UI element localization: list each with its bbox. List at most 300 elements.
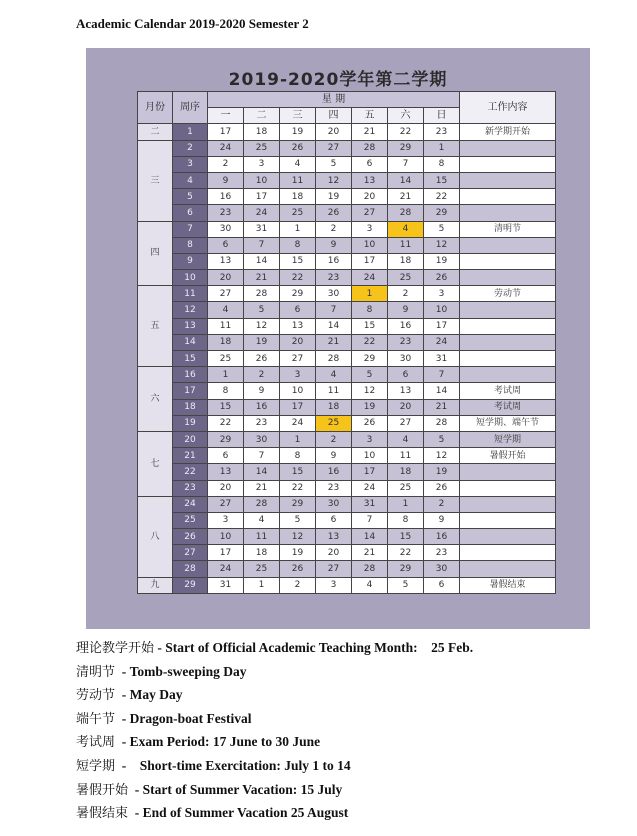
work-content-cell bbox=[460, 189, 556, 205]
day-cell: 1 bbox=[280, 431, 316, 447]
day-cell: 4 bbox=[388, 431, 424, 447]
day-cell: 13 bbox=[208, 253, 244, 269]
day-cell: 16 bbox=[208, 189, 244, 205]
work-content-cell: 考试周 bbox=[460, 383, 556, 399]
day-cell: 19 bbox=[316, 189, 352, 205]
day-cell: 27 bbox=[316, 140, 352, 156]
weekday-header: 一 bbox=[208, 108, 244, 124]
work-content-cell bbox=[460, 156, 556, 172]
day-cell: 15 bbox=[280, 253, 316, 269]
day-cell: 29 bbox=[280, 496, 316, 512]
day-cell: 30 bbox=[424, 561, 460, 577]
highlighted-day-cell: 1 bbox=[352, 286, 388, 302]
day-cell: 14 bbox=[244, 253, 280, 269]
day-cell: 27 bbox=[208, 496, 244, 512]
day-cell: 29 bbox=[388, 140, 424, 156]
day-cell: 4 bbox=[208, 302, 244, 318]
legend-term: 理论教学开始 bbox=[76, 641, 155, 656]
day-cell: 31 bbox=[244, 221, 280, 237]
month-cell: 三 bbox=[138, 140, 173, 221]
week-number-cell: 9 bbox=[173, 253, 208, 269]
day-cell: 28 bbox=[388, 205, 424, 221]
day-cell: 6 bbox=[424, 577, 460, 593]
week-number-cell: 20 bbox=[173, 431, 208, 447]
day-cell: 6 bbox=[352, 156, 388, 172]
calendar-week-row bbox=[138, 367, 556, 383]
weekday-header: 四 bbox=[316, 108, 352, 124]
day-cell: 25 bbox=[388, 270, 424, 286]
day-cell: 9 bbox=[388, 302, 424, 318]
legend-term: 暑假开始 bbox=[76, 782, 129, 798]
day-cell: 19 bbox=[280, 545, 316, 561]
day-cell: 22 bbox=[424, 189, 460, 205]
day-cell: 1 bbox=[388, 496, 424, 512]
day-cell: 13 bbox=[280, 318, 316, 334]
day-cell: 31 bbox=[208, 577, 244, 593]
legend-row bbox=[76, 801, 616, 825]
week-number-cell: 12 bbox=[173, 302, 208, 318]
legend-row bbox=[76, 660, 616, 684]
week-number-cell: 6 bbox=[173, 205, 208, 221]
day-cell: 18 bbox=[244, 545, 280, 561]
day-cell: 27 bbox=[316, 561, 352, 577]
day-cell: 30 bbox=[244, 431, 280, 447]
day-cell: 14 bbox=[352, 529, 388, 545]
day-cell: 2 bbox=[316, 221, 352, 237]
legend-term: 劳动节 bbox=[76, 688, 116, 704]
work-content-cell bbox=[460, 237, 556, 253]
calendar-week-row bbox=[138, 124, 556, 140]
day-cell: 15 bbox=[388, 529, 424, 545]
week-number-cell: 10 bbox=[173, 270, 208, 286]
day-cell: 12 bbox=[424, 237, 460, 253]
legend-description: - Short-time Exercitation: July 1 to 14 bbox=[115, 757, 351, 773]
work-content-cell: 短学期、端午节 bbox=[460, 415, 556, 431]
day-cell: 23 bbox=[316, 270, 352, 286]
day-cell: 24 bbox=[208, 140, 244, 156]
day-cell: 27 bbox=[280, 351, 316, 367]
legend-row bbox=[76, 636, 616, 660]
day-cell: 20 bbox=[280, 334, 316, 350]
legend-term: 短学期 bbox=[76, 758, 116, 774]
calendar-week-row bbox=[138, 140, 556, 156]
day-cell: 5 bbox=[244, 302, 280, 318]
work-content-cell bbox=[460, 464, 556, 480]
day-cell: 26 bbox=[352, 415, 388, 431]
day-cell: 7 bbox=[388, 156, 424, 172]
month-cell: 九 bbox=[138, 577, 173, 593]
weekday-header: 六 bbox=[388, 108, 424, 124]
day-cell: 3 bbox=[208, 512, 244, 528]
calendar-body bbox=[138, 124, 556, 593]
day-cell: 5 bbox=[424, 431, 460, 447]
day-cell: 18 bbox=[280, 189, 316, 205]
month-cell: 八 bbox=[138, 496, 173, 577]
week-number-cell: 17 bbox=[173, 383, 208, 399]
day-cell: 26 bbox=[244, 351, 280, 367]
work-content-cell bbox=[460, 140, 556, 156]
month-cell: 二 bbox=[138, 124, 173, 140]
weekday-header: 五 bbox=[352, 108, 388, 124]
calendar-week-row bbox=[138, 448, 556, 464]
week-number-cell: 28 bbox=[173, 561, 208, 577]
day-cell: 9 bbox=[316, 448, 352, 464]
calendar-week-row bbox=[138, 270, 556, 286]
day-cell: 29 bbox=[352, 351, 388, 367]
day-cell: 10 bbox=[352, 237, 388, 253]
week-number-cell: 22 bbox=[173, 464, 208, 480]
day-cell: 5 bbox=[352, 367, 388, 383]
day-cell: 29 bbox=[208, 431, 244, 447]
weekday-group-header: 星 期 bbox=[208, 92, 460, 108]
week-number-cell: 19 bbox=[173, 415, 208, 431]
week-number-cell: 4 bbox=[173, 172, 208, 188]
day-cell: 21 bbox=[244, 270, 280, 286]
day-cell: 10 bbox=[424, 302, 460, 318]
day-cell: 9 bbox=[424, 512, 460, 528]
calendar-week-row bbox=[138, 480, 556, 496]
day-cell: 24 bbox=[208, 561, 244, 577]
work-content-cell: 新学期开始 bbox=[460, 124, 556, 140]
day-cell: 12 bbox=[316, 172, 352, 188]
day-cell: 16 bbox=[316, 253, 352, 269]
calendar-week-row bbox=[138, 334, 556, 350]
day-cell: 21 bbox=[352, 545, 388, 561]
work-content-cell: 劳动节 bbox=[460, 286, 556, 302]
day-cell: 20 bbox=[208, 480, 244, 496]
day-cell: 4 bbox=[316, 367, 352, 383]
legend-description: - Start of Summer Vacation: 15 July bbox=[128, 781, 343, 797]
day-cell: 9 bbox=[244, 383, 280, 399]
day-cell: 15 bbox=[424, 172, 460, 188]
day-cell: 19 bbox=[424, 253, 460, 269]
day-cell: 7 bbox=[352, 512, 388, 528]
day-cell: 24 bbox=[352, 480, 388, 496]
day-cell: 19 bbox=[244, 334, 280, 350]
day-cell: 11 bbox=[388, 237, 424, 253]
day-cell: 4 bbox=[244, 512, 280, 528]
day-cell: 25 bbox=[244, 140, 280, 156]
calendar-week-row bbox=[138, 561, 556, 577]
day-cell: 29 bbox=[424, 205, 460, 221]
day-cell: 28 bbox=[352, 561, 388, 577]
day-cell: 25 bbox=[388, 480, 424, 496]
day-cell: 22 bbox=[388, 124, 424, 140]
day-cell: 8 bbox=[424, 156, 460, 172]
work-content-cell: 考试周 bbox=[460, 399, 556, 415]
day-cell: 18 bbox=[388, 253, 424, 269]
calendar-image bbox=[86, 48, 590, 629]
day-cell: 11 bbox=[208, 318, 244, 334]
day-cell: 30 bbox=[208, 221, 244, 237]
day-cell: 3 bbox=[424, 286, 460, 302]
day-cell: 9 bbox=[208, 172, 244, 188]
day-cell: 28 bbox=[244, 496, 280, 512]
day-cell: 6 bbox=[388, 367, 424, 383]
day-cell: 30 bbox=[316, 286, 352, 302]
day-cell: 22 bbox=[352, 334, 388, 350]
calendar-week-row bbox=[138, 496, 556, 512]
day-cell: 5 bbox=[316, 156, 352, 172]
month-cell: 六 bbox=[138, 367, 173, 432]
work-content-cell bbox=[460, 529, 556, 545]
legend-term: 暑假结束 bbox=[76, 806, 129, 822]
day-cell: 2 bbox=[280, 577, 316, 593]
day-cell: 21 bbox=[424, 399, 460, 415]
day-cell: 14 bbox=[244, 464, 280, 480]
day-cell: 17 bbox=[424, 318, 460, 334]
week-number-cell: 8 bbox=[173, 237, 208, 253]
day-cell: 29 bbox=[388, 561, 424, 577]
day-cell: 1 bbox=[244, 577, 280, 593]
day-cell: 10 bbox=[244, 172, 280, 188]
work-content-cell: 暑假结束 bbox=[460, 577, 556, 593]
day-cell: 27 bbox=[352, 205, 388, 221]
day-cell: 16 bbox=[244, 399, 280, 415]
day-cell: 9 bbox=[316, 237, 352, 253]
work-content-cell bbox=[460, 253, 556, 269]
day-cell: 27 bbox=[388, 415, 424, 431]
day-cell: 5 bbox=[424, 221, 460, 237]
week-number-cell: 27 bbox=[173, 545, 208, 561]
day-cell: 25 bbox=[280, 205, 316, 221]
calendar-week-row bbox=[138, 221, 556, 237]
day-cell: 20 bbox=[352, 189, 388, 205]
day-cell: 28 bbox=[424, 415, 460, 431]
work-content-cell bbox=[460, 367, 556, 383]
day-cell: 3 bbox=[352, 431, 388, 447]
week-number-cell: 2 bbox=[173, 140, 208, 156]
day-cell: 18 bbox=[244, 124, 280, 140]
legend-description: - Dragon-boat Festival bbox=[115, 710, 252, 726]
legend-term: 清明节 bbox=[76, 664, 116, 680]
day-cell: 15 bbox=[208, 399, 244, 415]
day-cell: 19 bbox=[424, 464, 460, 480]
calendar-week-row bbox=[138, 253, 556, 269]
day-cell: 8 bbox=[388, 512, 424, 528]
day-cell: 23 bbox=[424, 545, 460, 561]
week-number-cell: 11 bbox=[173, 286, 208, 302]
weekday-header: 二 bbox=[244, 108, 280, 124]
day-cell: 21 bbox=[388, 189, 424, 205]
day-cell: 5 bbox=[280, 512, 316, 528]
work-content-cell bbox=[460, 270, 556, 286]
day-cell: 1 bbox=[208, 367, 244, 383]
day-cell: 15 bbox=[280, 464, 316, 480]
week-number-cell: 16 bbox=[173, 367, 208, 383]
week-number-cell: 25 bbox=[173, 512, 208, 528]
day-cell: 8 bbox=[352, 302, 388, 318]
day-cell: 31 bbox=[352, 496, 388, 512]
week-number-cell: 1 bbox=[173, 124, 208, 140]
calendar-week-row bbox=[138, 399, 556, 415]
day-cell: 2 bbox=[316, 431, 352, 447]
day-cell: 30 bbox=[388, 351, 424, 367]
work-content-cell bbox=[460, 512, 556, 528]
day-cell: 26 bbox=[424, 270, 460, 286]
day-cell: 4 bbox=[352, 577, 388, 593]
day-cell: 10 bbox=[280, 383, 316, 399]
day-cell: 24 bbox=[280, 415, 316, 431]
day-cell: 25 bbox=[244, 561, 280, 577]
day-cell: 22 bbox=[388, 545, 424, 561]
day-cell: 14 bbox=[424, 383, 460, 399]
day-cell: 2 bbox=[244, 367, 280, 383]
day-cell: 12 bbox=[244, 318, 280, 334]
day-cell: 6 bbox=[316, 512, 352, 528]
calendar-week-row bbox=[138, 205, 556, 221]
day-cell: 1 bbox=[424, 140, 460, 156]
day-cell: 17 bbox=[244, 189, 280, 205]
week-number-cell: 24 bbox=[173, 496, 208, 512]
day-cell: 22 bbox=[208, 415, 244, 431]
day-cell: 27 bbox=[208, 286, 244, 302]
day-cell: 19 bbox=[352, 399, 388, 415]
month-header: 月份 bbox=[138, 92, 173, 124]
calendar-week-row bbox=[138, 512, 556, 528]
legend-row bbox=[76, 778, 616, 802]
legend-description: - Start of Official Academic Teaching Month: 25 Feb. bbox=[154, 640, 474, 655]
week-number-cell: 13 bbox=[173, 318, 208, 334]
month-cell: 四 bbox=[138, 221, 173, 286]
day-cell: 7 bbox=[244, 448, 280, 464]
legend-row bbox=[76, 754, 616, 778]
day-cell: 10 bbox=[208, 529, 244, 545]
calendar-week-row bbox=[138, 577, 556, 593]
day-cell: 11 bbox=[316, 383, 352, 399]
page-title: Academic Calendar 2019-2020 Semester 2 bbox=[76, 16, 309, 31]
highlighted-day-cell: 4 bbox=[388, 221, 424, 237]
day-cell: 17 bbox=[352, 253, 388, 269]
day-cell: 12 bbox=[280, 529, 316, 545]
work-content-cell: 暑假开始 bbox=[460, 448, 556, 464]
day-cell: 23 bbox=[208, 205, 244, 221]
week-number-cell: 15 bbox=[173, 351, 208, 367]
work-content-cell bbox=[460, 334, 556, 350]
day-cell: 13 bbox=[208, 464, 244, 480]
work-content-cell bbox=[460, 480, 556, 496]
day-cell: 16 bbox=[424, 529, 460, 545]
day-cell: 11 bbox=[388, 448, 424, 464]
day-cell: 8 bbox=[280, 448, 316, 464]
calendar-table bbox=[137, 91, 556, 594]
calendar-week-row bbox=[138, 351, 556, 367]
day-cell: 17 bbox=[208, 124, 244, 140]
calendar-week-row bbox=[138, 545, 556, 561]
day-cell: 14 bbox=[388, 172, 424, 188]
calendar-week-row bbox=[138, 464, 556, 480]
week-number-cell: 21 bbox=[173, 448, 208, 464]
day-cell: 15 bbox=[352, 318, 388, 334]
day-cell: 5 bbox=[388, 577, 424, 593]
legend-description: - End of Summer Vacation 25 August bbox=[128, 805, 349, 821]
day-cell: 8 bbox=[280, 237, 316, 253]
legend bbox=[76, 636, 616, 825]
work-content-cell bbox=[460, 351, 556, 367]
day-cell: 8 bbox=[208, 383, 244, 399]
day-cell: 18 bbox=[388, 464, 424, 480]
day-cell: 29 bbox=[280, 286, 316, 302]
day-cell: 4 bbox=[280, 156, 316, 172]
day-cell: 11 bbox=[244, 529, 280, 545]
calendar-week-row bbox=[138, 189, 556, 205]
highlighted-day-cell: 25 bbox=[316, 415, 352, 431]
day-cell: 20 bbox=[316, 545, 352, 561]
weekday-header: 日 bbox=[424, 108, 460, 124]
day-cell: 22 bbox=[280, 480, 316, 496]
month-cell: 五 bbox=[138, 286, 173, 367]
week-number-cell: 23 bbox=[173, 480, 208, 496]
calendar-week-row bbox=[138, 237, 556, 253]
day-cell: 24 bbox=[352, 270, 388, 286]
calendar-week-row bbox=[138, 302, 556, 318]
day-cell: 25 bbox=[208, 351, 244, 367]
day-cell: 7 bbox=[424, 367, 460, 383]
calendar-week-row bbox=[138, 529, 556, 545]
day-cell: 26 bbox=[280, 561, 316, 577]
calendar-week-row bbox=[138, 286, 556, 302]
day-cell: 19 bbox=[280, 124, 316, 140]
calendar-week-row bbox=[138, 415, 556, 431]
work-content-cell bbox=[460, 172, 556, 188]
day-cell: 18 bbox=[208, 334, 244, 350]
day-cell: 3 bbox=[244, 156, 280, 172]
day-cell: 13 bbox=[316, 529, 352, 545]
day-cell: 16 bbox=[388, 318, 424, 334]
day-cell: 12 bbox=[424, 448, 460, 464]
week-number-cell: 5 bbox=[173, 189, 208, 205]
day-cell: 3 bbox=[280, 367, 316, 383]
work-content-cell bbox=[460, 205, 556, 221]
day-cell: 11 bbox=[280, 172, 316, 188]
legend-term: 考试周 bbox=[76, 735, 116, 751]
legend-description: - May Day bbox=[115, 687, 183, 703]
calendar-week-row bbox=[138, 318, 556, 334]
day-cell: 13 bbox=[352, 172, 388, 188]
day-cell: 20 bbox=[316, 124, 352, 140]
day-cell: 21 bbox=[352, 124, 388, 140]
day-cell: 14 bbox=[316, 318, 352, 334]
day-cell: 3 bbox=[316, 577, 352, 593]
work-content-cell bbox=[460, 561, 556, 577]
day-cell: 23 bbox=[388, 334, 424, 350]
work-content-cell bbox=[460, 302, 556, 318]
day-cell: 26 bbox=[424, 480, 460, 496]
day-cell: 6 bbox=[208, 448, 244, 464]
weekday-header: 三 bbox=[280, 108, 316, 124]
day-cell: 20 bbox=[388, 399, 424, 415]
day-cell: 31 bbox=[424, 351, 460, 367]
day-cell: 16 bbox=[316, 464, 352, 480]
calendar-heading: 2019-2020学年第二学期 bbox=[228, 70, 448, 90]
week-number-cell: 26 bbox=[173, 529, 208, 545]
day-cell: 1 bbox=[280, 221, 316, 237]
day-cell: 24 bbox=[424, 334, 460, 350]
day-cell: 18 bbox=[316, 399, 352, 415]
day-cell: 3 bbox=[352, 221, 388, 237]
legend-description: - Tomb-sweeping Day bbox=[115, 663, 247, 679]
week-number-cell: 3 bbox=[173, 156, 208, 172]
work-content-cell: 清明节 bbox=[460, 221, 556, 237]
day-cell: 24 bbox=[244, 205, 280, 221]
day-cell: 17 bbox=[280, 399, 316, 415]
day-cell: 20 bbox=[208, 270, 244, 286]
day-cell: 23 bbox=[316, 480, 352, 496]
calendar-week-row bbox=[138, 431, 556, 447]
day-cell: 28 bbox=[244, 286, 280, 302]
month-cell: 七 bbox=[138, 431, 173, 496]
calendar-week-row bbox=[138, 383, 556, 399]
